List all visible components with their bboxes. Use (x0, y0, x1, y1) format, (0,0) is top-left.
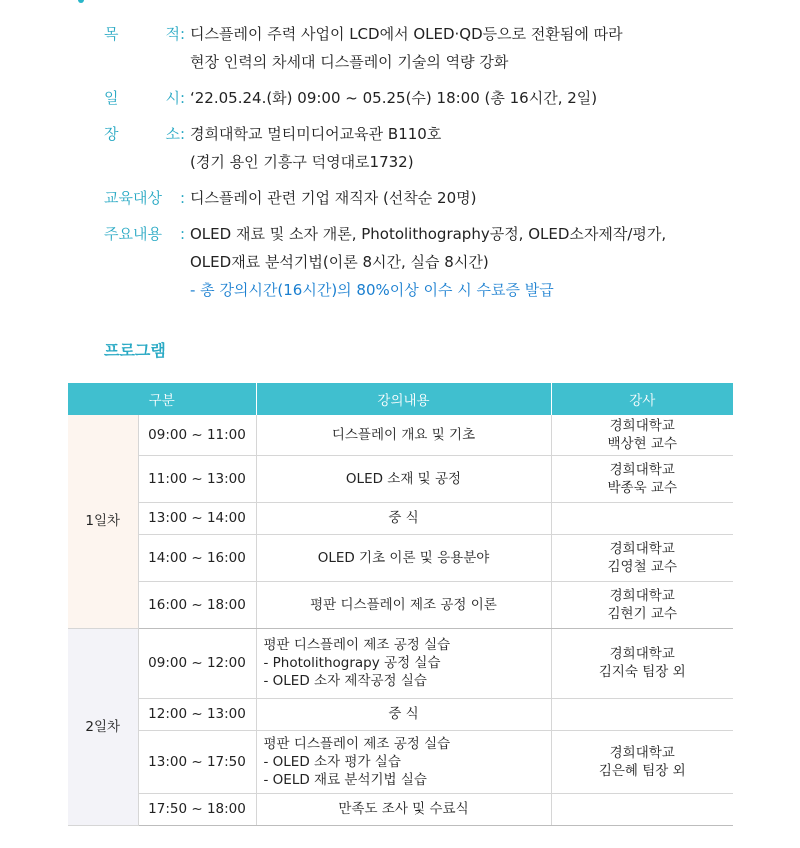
content-value: OLED 재료 및 소자 개론, Photolithography공정, OLED소자제작/평가, OLED재료 분석기법(이론 8시간, 실습 8시간) - 총 강의시간(16시간)의 80%이상 이수 시 수료증 발급 (190, 220, 764, 304)
time-cell: 11:00 ~ 13:00 (138, 455, 256, 502)
time-cell: 09:00 ~ 11:00 (138, 415, 256, 455)
program-title: 프로그램 (104, 341, 166, 360)
content-label: 주요내용 (104, 225, 162, 243)
place-value: 경희대학교 멀티미디어교육관 B110호 (경기 용인 기흥구 덕영대로1732) (190, 125, 442, 171)
instructor-cell (551, 502, 733, 534)
table-row (68, 730, 733, 793)
table-row (68, 793, 733, 825)
table-row (68, 415, 733, 455)
purpose-label: 목 적 (104, 25, 180, 43)
table-row (68, 534, 733, 581)
instructor-cell (551, 793, 733, 825)
colon: : (180, 25, 186, 43)
lecture-cell: 디스플레이 개요 및 기초 (256, 415, 551, 455)
instructor-cell: 경희대학교 백상현 교수 (551, 415, 733, 455)
time-cell: 13:00 ~ 14:00 (138, 502, 256, 534)
date-row (104, 84, 764, 112)
lecture-cell: 중 식 (256, 502, 551, 534)
colon: : (180, 89, 186, 107)
time-cell: 14:00 ~ 16:00 (138, 534, 256, 581)
instructor-cell: 경희대학교 김지숙 팀장 외 (551, 628, 733, 698)
instructor-cell: 경희대학교 박종욱 교수 (551, 455, 733, 502)
table-row (68, 502, 733, 534)
table-header (68, 383, 733, 415)
instructor-cell: 경희대학교 김은혜 팀장 외 (551, 730, 733, 793)
time-cell: 09:00 ~ 12:00 (138, 628, 256, 698)
instructor-cell: 경희대학교 김영철 교수 (551, 534, 733, 581)
table-row (68, 698, 733, 730)
header-category: 구분 (68, 383, 256, 415)
certificate-note: - 총 강의시간(16시간)의 80%이상 이수 시 수료증 발급 (190, 281, 554, 299)
instructor-cell: 경희대학교 김현기 교수 (551, 581, 733, 628)
colon: : (180, 225, 186, 243)
day-label: 1일차 (68, 415, 138, 628)
colon: : (180, 189, 186, 207)
date-value: ‘22.05.24.(화) 09:00 ~ 05.25(수) 18:00 (총 16시간, 2일) (190, 89, 598, 107)
purpose-row (104, 20, 764, 76)
lecture-cell: OLED 소재 및 공정 (256, 455, 551, 502)
target-value: 디스플레이 관련 기업 재직자 (선착순 20명) (190, 189, 477, 207)
purpose-value: 디스플레이 주력 사업이 LCD에서 OLED·QD등으로 전환됨에 따라 현장 인력의 차세대 디스플레이 기술의 역량 강화 (190, 25, 623, 71)
instructor-cell (551, 698, 733, 730)
time-cell: 17:50 ~ 18:00 (138, 793, 256, 825)
colon: : (180, 125, 186, 143)
time-cell: 13:00 ~ 17:50 (138, 730, 256, 793)
decorative-dot (78, 0, 84, 3)
program-table (68, 383, 733, 826)
date-label: 일 시 (104, 89, 180, 107)
table-row (68, 581, 733, 628)
lecture-cell: 평판 디스플레이 제조 공정 실습 - Photolithograpy 공정 실습 - OLED 소자 제작공정 실습 (256, 628, 551, 698)
target-label: 교육대상 (104, 189, 162, 207)
table-row (68, 455, 733, 502)
course-info (104, 20, 764, 304)
place-row (104, 120, 764, 176)
target-row (104, 184, 764, 212)
table-row (68, 628, 733, 698)
lecture-cell: 평판 디스플레이 제조 공정 실습 - OLED 소자 평가 실습 - OELD 재료 분석기법 실습 (256, 730, 551, 793)
header-lecture: 강의내용 (256, 383, 551, 415)
lecture-cell: OLED 기초 이론 및 응용분야 (256, 534, 551, 581)
lecture-cell: 중 식 (256, 698, 551, 730)
content-row (104, 220, 764, 304)
time-cell: 12:00 ~ 13:00 (138, 698, 256, 730)
day-label: 2일차 (68, 628, 138, 825)
time-cell: 16:00 ~ 18:00 (138, 581, 256, 628)
place-label: 장 소 (104, 125, 180, 143)
lecture-cell: 만족도 조사 및 수료식 (256, 793, 551, 825)
header-instructor: 강사 (551, 383, 733, 415)
lecture-cell: 평판 디스플레이 제조 공정 이론 (256, 581, 551, 628)
